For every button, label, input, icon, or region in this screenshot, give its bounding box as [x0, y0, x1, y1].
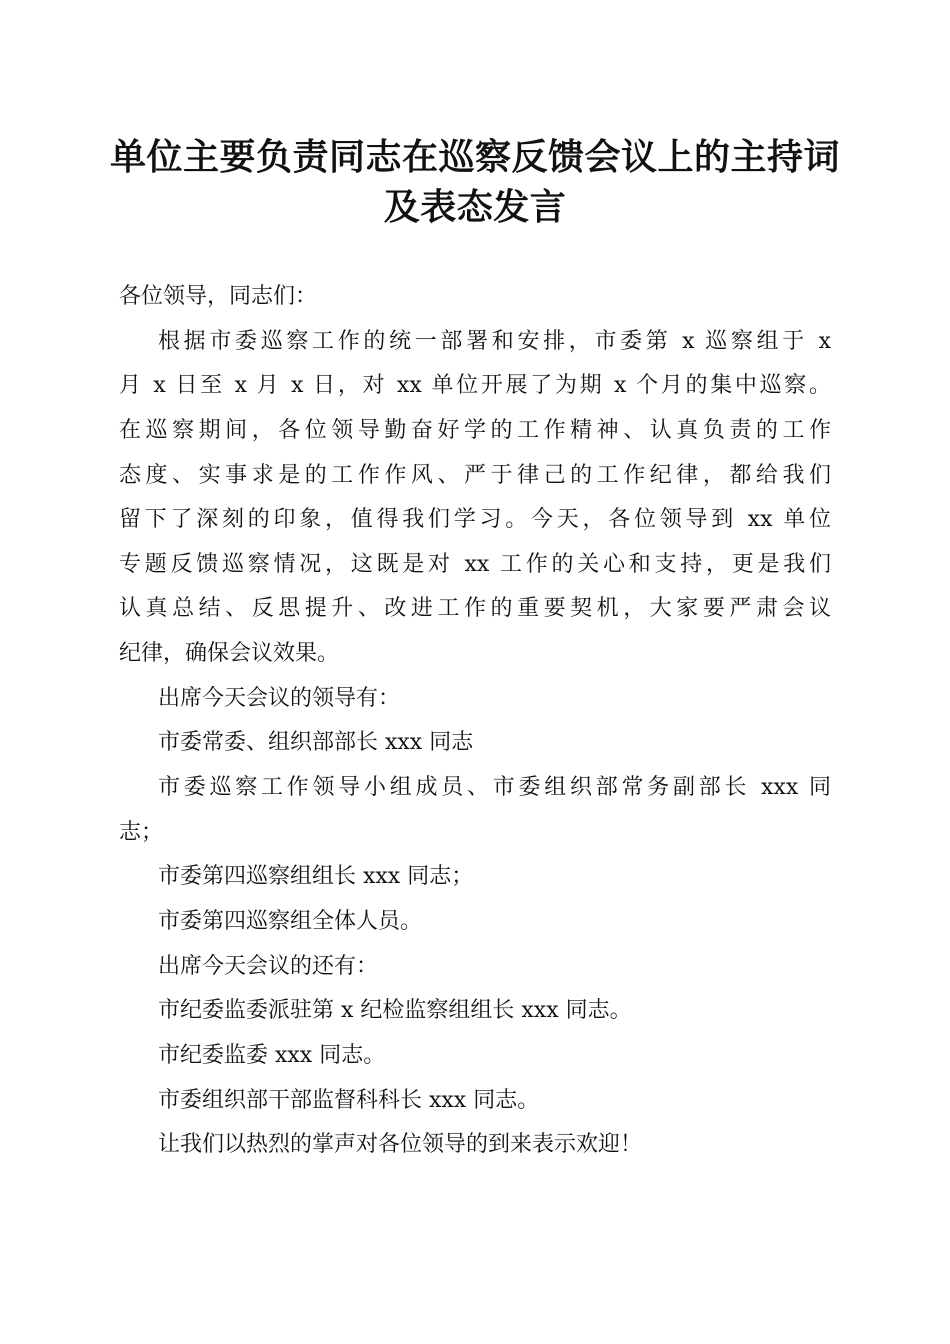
document-title-line-1: 单位主要负责同志在巡察反馈会议上的主持词 — [110, 136, 841, 178]
other-item-2: 市纪委监委 xxx 同志。 — [158, 1043, 386, 1068]
paragraph-1-line-6: 专题反馈巡察情况，这既是对 xx 工作的关心和支持，更是我们 — [119, 552, 831, 577]
leader-item-4: 市委第四巡察组全体人员。 — [158, 909, 423, 934]
paragraph-1-line-1: 根据市委巡察工作的统一部署和安排，市委第 x 巡察组于 x — [158, 329, 831, 354]
other-item-3: 市委组织部干部监督科科长 xxx 同志。 — [158, 1088, 540, 1113]
leader-item-2-line-1: 市委巡察工作领导小组成员、市委组织部常务副部长 xxx 同 — [158, 775, 831, 800]
salutation: 各位领导，同志们： — [119, 284, 318, 309]
paragraph-1-line-7: 认真总结、反思提升、改进工作的重要契机，大家要严肃会议 — [119, 596, 831, 621]
document-title-line-2: 及表态发言 — [383, 186, 567, 228]
paragraph-1-line-2: 月 x 日至 x 月 x 日，对 xx 单位开展了为期 x 个月的集中巡察。 — [119, 373, 831, 398]
leader-item-2-line-2: 志； — [119, 820, 164, 845]
closing-line: 让我们以热烈的掌声对各位领导的到来表示欢迎！ — [158, 1132, 643, 1157]
paragraph-1-line-4: 态度、实事求是的工作作风、严于律己的工作纪律，都给我们 — [119, 463, 831, 488]
leaders-intro: 出席今天会议的领导有： — [158, 686, 401, 711]
paragraph-1-line-5: 留下了深刻的印象，值得我们学习。今天，各位领导到 xx 单位 — [119, 507, 831, 532]
other-item-1: 市纪委监委派驻第 x 纪检监察组组长 xxx 同志。 — [158, 998, 632, 1023]
paragraph-1-line-8: 纪律，确保会议效果。 — [119, 641, 340, 666]
paragraph-1-line-3: 在巡察期间，各位领导勤奋好学的工作精神、认真负责的工作 — [119, 418, 831, 443]
leader-item-1: 市委常委、组织部部长 xxx 同志 — [158, 730, 474, 755]
others-intro: 出席今天会议的还有： — [158, 954, 379, 979]
leader-item-3: 市委第四巡察组组长 xxx 同志； — [158, 864, 474, 889]
